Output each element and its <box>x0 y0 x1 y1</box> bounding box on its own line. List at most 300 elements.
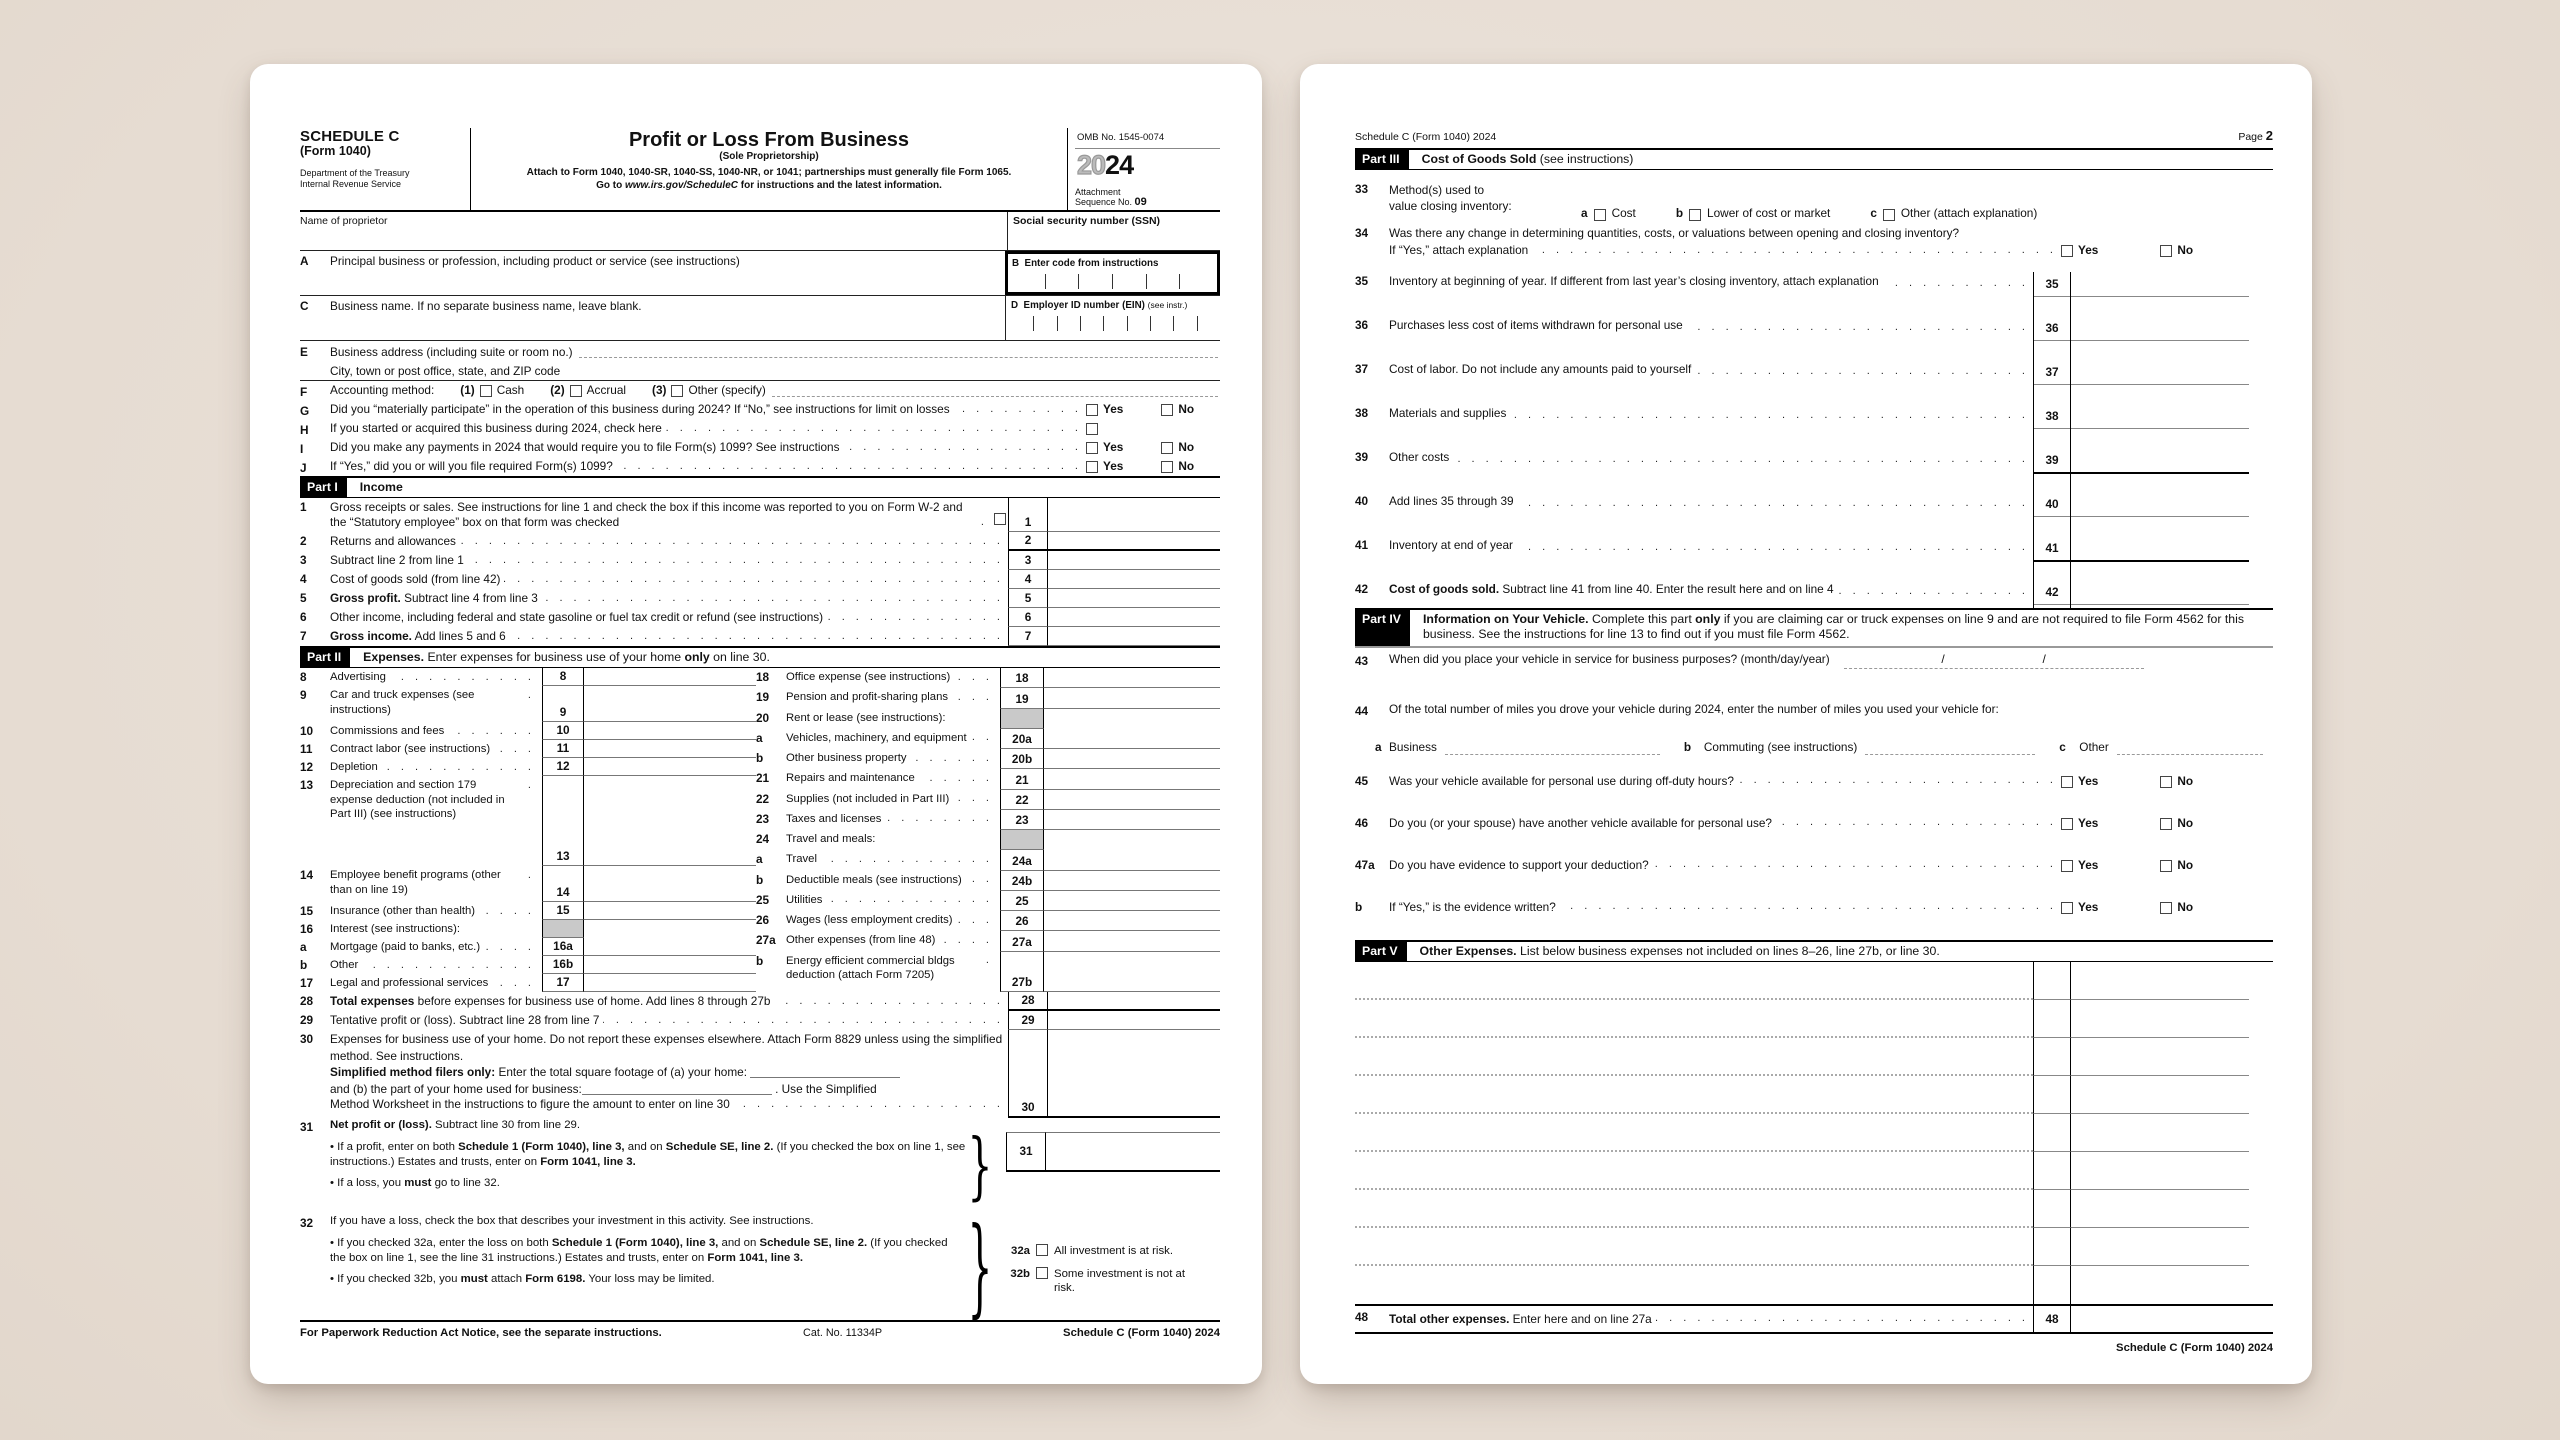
schedule-c-page-2 <box>1300 64 2312 1384</box>
accounting-method-label: Accounting method: <box>330 383 435 397</box>
treasury-label: Department of the Treasury <box>300 168 410 178</box>
line-33-l2: value closing inventory: <box>1389 199 1512 213</box>
line-j-yes-checkbox[interactable] <box>1086 461 1098 473</box>
amount-cell-2[interactable] <box>1048 532 1220 551</box>
label-text: Travel and meals: <box>786 833 876 845</box>
box-number: 8 <box>542 668 584 686</box>
no-label: No <box>1178 440 1195 454</box>
dot-leaders <box>1453 453 2029 467</box>
line-box <box>2033 448 2071 492</box>
box-number: 10 <box>542 722 584 740</box>
line-number: 3 <box>300 553 307 567</box>
amount-cell-14[interactable] <box>584 866 756 902</box>
expense-label <box>786 830 1000 850</box>
part-i-tag: Part I <box>300 478 347 497</box>
text-seg: Schedule 1 (Form 1040), line 3, <box>458 1140 625 1153</box>
income-line-6 <box>300 608 1220 627</box>
amount-cell-25[interactable] <box>1044 891 1220 911</box>
amount-cell-24a[interactable] <box>1044 850 1220 870</box>
box-number: 39 <box>2034 448 2070 474</box>
text-seg: Inventory at beginning of year. If different from last year’s closing inventory, attach explanation <box>1389 274 1879 288</box>
line-32a-label: All investment is at risk. <box>1054 1245 1174 1257</box>
dot-leaders <box>525 868 535 882</box>
amount-cell-1[interactable] <box>1048 498 1220 532</box>
amount-cell-38[interactable] <box>2071 404 2249 429</box>
dot-leaders <box>774 995 1004 1009</box>
amount-cell-24b[interactable] <box>1044 871 1220 891</box>
line-box <box>2033 492 2071 536</box>
part-ii-h2: Enter expenses for business use of your home <box>427 650 685 664</box>
line-label: Did you make any payments in 2024 that would require you to file Form(s) 1099? See instructions <box>330 440 840 454</box>
city-state-zip-label: City, town or post office, state, and ZIP code <box>330 364 561 378</box>
income-line-7 <box>300 627 1220 646</box>
vehicle-line-47a <box>1355 856 2273 898</box>
dot-leaders <box>448 724 535 738</box>
amount-cell-28[interactable] <box>1048 992 1220 1011</box>
name-of-proprietor-field[interactable]: Name of proprietor <box>300 215 388 227</box>
line-label: If “Yes,” is the evidence written? <box>1389 900 1556 914</box>
line-34-row <box>1355 224 2273 266</box>
expense-label <box>330 758 542 776</box>
line-label <box>1389 404 2033 448</box>
line-48-box <box>2033 1306 2071 1332</box>
amount-cell-19[interactable] <box>1044 688 1220 708</box>
text-seg: Net profit or (loss). <box>330 1119 432 1131</box>
other-expense-amount-cell[interactable] <box>2071 1190 2249 1228</box>
label-text <box>1389 274 1879 289</box>
part-ii-heading <box>350 648 770 667</box>
dot-leaders <box>479 904 535 918</box>
line-g-no-checkbox[interactable] <box>1161 404 1173 416</box>
amount-cell-4[interactable] <box>1048 570 1220 589</box>
dot-leaders <box>617 460 1082 474</box>
label-text <box>330 610 823 625</box>
box-number: 24a <box>1000 850 1044 870</box>
cost-checkbox[interactable] <box>1594 209 1606 221</box>
omb-number: OMB No. 1545-0074 <box>1075 128 1220 149</box>
amount-cell-23[interactable] <box>1044 810 1220 830</box>
line-letter: J <box>300 460 307 475</box>
amount-cell-13[interactable] <box>584 776 756 866</box>
label-text: Legal and professional services <box>330 977 489 989</box>
dot-leaders <box>1517 541 2029 555</box>
part-iv-h3: only <box>1695 612 1721 626</box>
line-number: 2 <box>300 534 307 548</box>
line-31-bullet-1 <box>330 1140 966 1170</box>
shaded-cell <box>584 920 756 938</box>
sequence-number: 09 <box>1134 196 1147 208</box>
line-label <box>1389 536 2033 580</box>
expense-line-number: 8 <box>300 670 307 684</box>
schedule-c-page-1 <box>250 64 1262 1384</box>
line-32-bullet-1 <box>330 1236 966 1266</box>
expense-line-number: b <box>756 751 764 765</box>
box-number: 25 <box>1000 891 1044 911</box>
dot-leaders <box>390 670 535 684</box>
expense-line-number: 24 <box>756 832 770 846</box>
irs-url-link[interactable]: www.irs.gov/ScheduleC <box>624 180 738 191</box>
text-seg: (If you checked the box on line 1, see the line 31 instructions.) Estates and trusts, enter on <box>330 1236 948 1264</box>
line-number: 40 <box>1355 494 1369 508</box>
other-expense-amount-cell[interactable] <box>2071 1152 2249 1190</box>
box-number: 27b <box>1000 952 1044 993</box>
box-number: 4 <box>1008 570 1048 589</box>
line-30-p2b: Simplified method filers only: <box>330 1065 496 1079</box>
line-g-yes-checkbox[interactable] <box>1086 404 1098 416</box>
box-number: 41 <box>2034 536 2070 562</box>
label-text: Interest (see instructions): <box>330 923 460 935</box>
ein-box[interactable] <box>1005 296 1220 340</box>
text-seg: Materials and supplies <box>1389 406 1507 420</box>
line-number: 28 <box>300 994 314 1008</box>
form-id-top: Schedule C (Form 1040) 2024 <box>1355 131 1497 143</box>
amount-cell-42[interactable] <box>2071 580 2249 605</box>
amount-cell-16a[interactable] <box>584 938 756 956</box>
amount-cell-17[interactable] <box>584 974 756 992</box>
brace-glyph: } <box>967 1123 993 1209</box>
other-expense-description-write-in[interactable] <box>1355 1190 2033 1228</box>
line-label: If “Yes,” did you or will you file required Form(s) 1099? <box>330 459 613 473</box>
line-label: Do you (or your spouse) have another vehicle available for personal use? <box>1389 816 1772 830</box>
line-a-field[interactable]: Principal business or profession, including product or service (see instructions) <box>330 254 740 268</box>
other-expense-amount-cell[interactable] <box>2071 1114 2249 1152</box>
box-number: 21 <box>1000 769 1044 789</box>
dot-leaders <box>952 690 993 704</box>
box-number: 24b <box>1000 871 1044 891</box>
other-method33-checkbox[interactable] <box>1883 209 1895 221</box>
code-entry-cells[interactable] <box>1012 274 1213 289</box>
label-text <box>1389 362 1691 377</box>
no-label: No <box>2177 900 2194 914</box>
line-number: 5 <box>300 591 307 605</box>
line-43-label: When did you place your vehicle in service for business purposes? (month/day/year) <box>1389 652 1830 666</box>
home-sqft-write-in[interactable] <box>750 1065 900 1078</box>
amount-cell-7[interactable] <box>1048 627 1220 646</box>
amount-cell-41[interactable] <box>2071 536 2249 562</box>
text-seg: Other costs <box>1389 450 1450 464</box>
opt2-number: (2) <box>550 383 565 397</box>
line-label: If you started or acquired this business during 2024, check here <box>330 421 662 435</box>
business-miles-write-in[interactable] <box>1445 740 1660 755</box>
expense-label <box>330 920 542 938</box>
cost-label: Cost <box>1611 206 1636 220</box>
amount-cell-30[interactable] <box>1048 1030 1220 1118</box>
vehicle-date-write-in[interactable] <box>1844 652 2144 669</box>
line-30-p3a: and (b) the part of your home used for business: <box>330 1081 582 1096</box>
box-number: 19 <box>1000 688 1044 708</box>
other-expense-amount-cell[interactable] <box>2071 1000 2249 1038</box>
expense-label <box>786 911 1000 931</box>
text-seg: attach <box>487 1273 526 1286</box>
other-expense-amount-cell[interactable] <box>2071 1076 2249 1114</box>
other-expense-amount-cell[interactable] <box>2071 962 2249 1000</box>
title-block <box>470 128 1068 210</box>
dot-leaders <box>826 893 993 907</box>
part-iii-tag: Part III <box>1355 150 1409 169</box>
vehicle-47a-yes-checkbox[interactable] <box>2061 860 2073 872</box>
line-number: 47a <box>1355 858 1375 872</box>
some-investment-checkbox[interactable] <box>1036 1267 1048 1279</box>
line-number: 4 <box>300 572 307 586</box>
line-34-yes-checkbox[interactable] <box>2061 245 2073 257</box>
page-num: 2 <box>2265 128 2273 143</box>
amount-cell-36[interactable] <box>2071 316 2249 341</box>
other-expense-description-write-in[interactable] <box>1355 1076 2033 1114</box>
expense-line-number: 20 <box>756 710 770 725</box>
amount-cell-20a[interactable] <box>1044 729 1220 749</box>
other-method-checkbox[interactable] <box>671 385 683 397</box>
line-43-row <box>1355 648 2273 698</box>
line-b-label: Enter code from instructions <box>1024 258 1159 269</box>
amount-cell-21[interactable] <box>1044 769 1220 789</box>
line-32-risk-area <box>1006 1214 1220 1320</box>
expense-label <box>786 891 1000 911</box>
dot-leaders <box>954 403 1082 417</box>
expense-line-number: 9 <box>300 688 307 702</box>
line-i-yes-checkbox[interactable] <box>1086 442 1098 454</box>
amount-cell-10[interactable] <box>584 722 756 740</box>
other-expense-amount-cell[interactable] <box>2071 1266 2249 1304</box>
other-expense-row <box>1355 1038 2273 1076</box>
amount-cell-31[interactable] <box>1046 1132 1220 1172</box>
amount-cell-15[interactable] <box>584 902 756 920</box>
other-expense-description-write-in[interactable] <box>1355 1152 2033 1190</box>
amount-cell-22[interactable] <box>1044 790 1220 810</box>
other-expense-row <box>1355 1152 2273 1190</box>
label-text <box>330 1013 599 1028</box>
dot-leaders <box>939 933 993 947</box>
dot-leaders <box>510 630 1004 644</box>
line-number: 1 <box>300 500 307 514</box>
expense-line-number: b <box>300 958 308 972</box>
amount-cell-18[interactable] <box>1044 668 1220 688</box>
expense-label <box>330 722 542 740</box>
box-number: 3 <box>1008 551 1048 570</box>
expense-label <box>330 776 542 866</box>
line-number: 39 <box>1355 450 1369 464</box>
page-1-footer <box>300 1320 1220 1341</box>
line-number: 46 <box>1355 816 1369 830</box>
text-seg: Total expenses <box>330 994 415 1008</box>
part-v-h1: Other Expenses. <box>1419 944 1521 958</box>
line-48-label <box>1389 1306 2033 1332</box>
line-33-number: 33 <box>1355 182 1369 196</box>
box-number: 28 <box>1008 992 1048 1011</box>
box-number: 13 <box>542 776 584 866</box>
line-number: 35 <box>1355 274 1369 288</box>
opt-b-key: b <box>1675 206 1684 220</box>
other-expense-description-write-in[interactable] <box>1355 1038 2033 1076</box>
line-j-no-checkbox[interactable] <box>1161 461 1173 473</box>
amount-cell-3[interactable] <box>1048 551 1220 570</box>
line-h-yes-checkbox[interactable] <box>1086 423 1098 435</box>
commuting-miles-write-in[interactable] <box>1865 740 2035 755</box>
expense-line-number: 25 <box>756 892 770 907</box>
box-number <box>1000 709 1044 729</box>
label-text <box>330 994 770 1009</box>
vehicle-line-45 <box>1355 772 2273 814</box>
label-text <box>1389 318 1683 333</box>
income-line-5 <box>300 589 1220 608</box>
form-id-block <box>300 128 470 210</box>
line-31-block <box>300 1118 1220 1214</box>
risk-option-b <box>1006 1267 1220 1295</box>
expense-label <box>330 956 542 974</box>
dot-leaders <box>1687 321 2029 335</box>
line-33-label <box>1389 180 1547 224</box>
text-seg: Enter here and on line 27a <box>1509 1311 1652 1326</box>
opt-a-key: a <box>1581 206 1588 220</box>
text-seg: Add lines 5 and 6 <box>411 629 506 643</box>
lower-cost-label: Lower of cost or market <box>1707 206 1831 220</box>
expense-label <box>786 668 1000 688</box>
statutory-employee-checkbox[interactable] <box>994 513 1006 525</box>
cog-line-37 <box>1355 360 2273 404</box>
amount-cell-5[interactable] <box>1048 589 1220 608</box>
all-investment-checkbox[interactable] <box>1036 1244 1048 1256</box>
amount-cell-29[interactable] <box>1048 1011 1220 1030</box>
other-expense-row <box>1355 962 2273 1000</box>
expense-line-number: 27a <box>756 933 776 948</box>
vehicle-45-no-checkbox[interactable] <box>2160 776 2172 788</box>
dot-leaders <box>603 1014 1004 1028</box>
line-c-row <box>300 296 1220 341</box>
text-seg: Gross income. <box>330 629 412 643</box>
line-34-number: 34 <box>1355 226 1369 240</box>
line-34-l2: If “Yes,” attach explanation <box>1389 243 1529 257</box>
amount-cell-35[interactable] <box>2071 272 2249 297</box>
line-label <box>1389 360 2033 404</box>
other-expense-description-write-in[interactable] <box>1355 962 2033 1000</box>
text-seg: Tentative profit or (loss). Subtract line 28 from line 7 <box>330 1013 600 1027</box>
accrual-label: Accrual <box>586 383 627 397</box>
goto-post: for instructions and the latest information. <box>737 180 942 191</box>
amount-cell-39[interactable] <box>2071 448 2249 474</box>
label-text: Taxes and licenses <box>786 812 882 825</box>
dot-leaders <box>966 873 993 887</box>
no-label: No <box>1178 402 1195 416</box>
amount-cell-20b[interactable] <box>1044 749 1220 769</box>
cog-line-35 <box>1355 272 2273 316</box>
ssn-field[interactable]: Social security number (SSN) <box>1007 212 1220 250</box>
cash-checkbox[interactable] <box>480 385 492 397</box>
other-expense-description-write-in[interactable] <box>1355 1114 2033 1152</box>
expense-label <box>330 974 542 992</box>
page-word: Page <box>2238 131 2266 143</box>
slash: / <box>1941 652 1945 666</box>
slash: / <box>2042 652 2046 666</box>
expense-line-number: 17 <box>300 976 314 990</box>
business-sqft-write-in[interactable] <box>582 1082 772 1095</box>
amount-cell-48[interactable] <box>2071 1306 2249 1332</box>
vehicle-b-no-checkbox[interactable] <box>2160 902 2172 914</box>
opt-c-key: c <box>1870 206 1877 220</box>
amount-cell-40[interactable] <box>2071 492 2249 517</box>
business-code-box[interactable] <box>1005 251 1220 295</box>
dot-leaders <box>492 976 535 990</box>
dot-leaders <box>1776 816 2057 830</box>
amount-cell-27b[interactable] <box>1044 952 1220 993</box>
shaded-cell <box>1044 830 1220 850</box>
amount-cell-27a[interactable] <box>1044 931 1220 951</box>
business-miles-label: Business <box>1389 740 1437 754</box>
line-c-field[interactable]: Business name. If no separate business name, leave blank. <box>330 299 642 313</box>
amount-cell-12[interactable] <box>584 758 756 776</box>
line-32-bullet-2 <box>330 1272 966 1287</box>
label-text <box>1389 582 1834 597</box>
income-line-1 <box>300 498 1220 532</box>
amount-cell-8[interactable] <box>584 668 756 686</box>
other-method-write-in[interactable] <box>772 383 1218 397</box>
label-text: Travel <box>786 853 817 866</box>
dot-leaders <box>885 812 993 826</box>
amount-cell-37[interactable] <box>2071 360 2249 385</box>
text-seg: Subtract line 41 from line 40. Enter the result here and on line 4 <box>1499 582 1834 596</box>
lower-cost-checkbox[interactable] <box>1689 209 1701 221</box>
label-text: Car and truck expenses (see instructions) <box>330 689 475 716</box>
text-seg: Cost of goods sold. <box>1389 582 1500 596</box>
other-expense-description-write-in[interactable] <box>1355 1266 2033 1304</box>
line-48-number: 48 <box>1355 1310 1369 1324</box>
other-expense-description-write-in[interactable] <box>1355 1228 2033 1266</box>
line-34-no-checkbox[interactable] <box>2160 245 2172 257</box>
text-seg: Subtract line 4 from line 3 <box>400 591 538 605</box>
vehicle-47a-no-checkbox[interactable] <box>2160 860 2172 872</box>
amount-cell-9[interactable] <box>584 686 756 722</box>
amount-wrap <box>2071 360 2249 404</box>
label-text: Energy efficient commercial bldgs deduction (attach Form 7205) <box>786 954 955 981</box>
vehicle-46-yes-checkbox[interactable] <box>2061 818 2073 830</box>
irs-label: Internal Revenue Service <box>300 179 402 189</box>
line-31-amount-box <box>1006 1132 1220 1172</box>
part-v-heading <box>1407 942 1940 961</box>
part-ii-bar <box>300 646 1220 668</box>
dot-leaders <box>1653 858 2057 872</box>
line-48-row <box>1355 1304 2273 1334</box>
amount-cell-11[interactable] <box>584 740 756 758</box>
income-line-2 <box>300 532 1220 551</box>
label-text: Supplies (not included in Part III) <box>786 792 950 805</box>
other-expense-amount-cell[interactable] <box>2071 1228 2249 1266</box>
line-i-no-checkbox[interactable] <box>1161 442 1173 454</box>
amount-cell-6[interactable] <box>1048 608 1220 627</box>
box-number: 5 <box>1008 589 1048 608</box>
accrual-checkbox[interactable] <box>570 385 582 397</box>
address-write-in[interactable] <box>579 344 1218 358</box>
ein-entry-cells[interactable] <box>1011 316 1220 331</box>
other-expense-description-write-in[interactable] <box>1355 1000 2033 1038</box>
other-miles-write-in[interactable] <box>2117 740 2263 755</box>
amount-wrap <box>2071 536 2249 580</box>
line-g-row <box>300 400 1220 419</box>
dot-leaders <box>460 535 1004 549</box>
yes-no-group <box>1086 459 1220 474</box>
expense-line-number: 26 <box>756 913 770 927</box>
no-label: No <box>1178 459 1195 473</box>
line-c-letter: C <box>300 299 309 313</box>
dot-leaders <box>1738 774 2057 788</box>
text-seg: • If a profit, enter on both <box>330 1140 459 1153</box>
vehicle-b-yes-checkbox[interactable] <box>2061 902 2073 914</box>
other-expense-amount-cell[interactable] <box>2071 1038 2249 1076</box>
box-number: 37 <box>2034 360 2070 385</box>
opt3-number: (3) <box>652 383 667 397</box>
text-seg: If you have a loss, check the box that describes your investment in this activity. See instructions. <box>330 1215 814 1227</box>
amount-cell-16b[interactable] <box>584 956 756 974</box>
amount-cell-26[interactable] <box>1044 911 1220 931</box>
vehicle-45-yes-checkbox[interactable] <box>2061 776 2073 788</box>
vehicle-46-no-checkbox[interactable] <box>2160 818 2172 830</box>
